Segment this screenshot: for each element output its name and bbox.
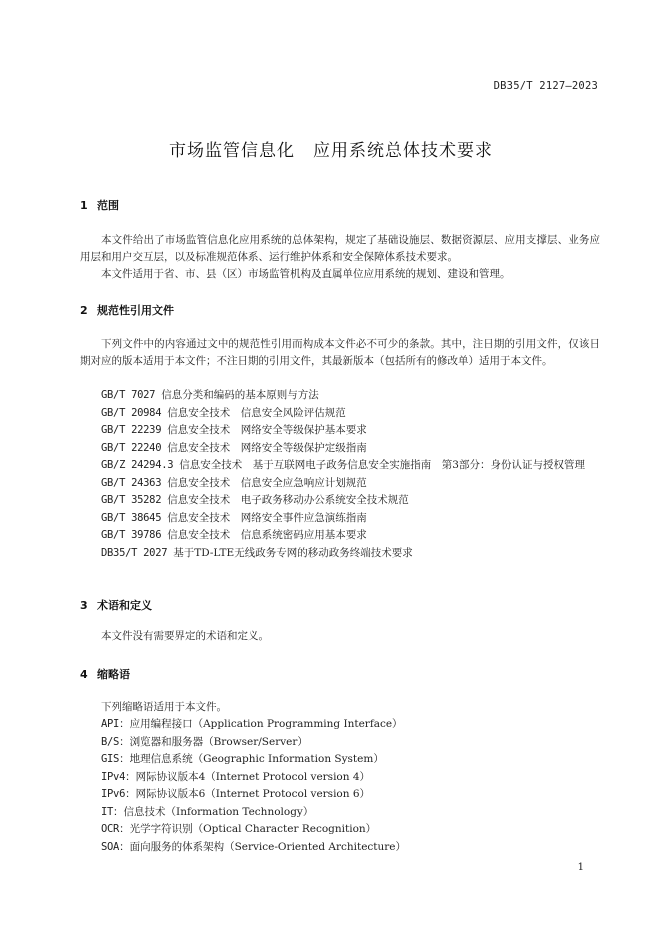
reference-item <box>101 387 601 405</box>
section-1-paragraph-1: 本文件给出了市场监管信息化应用系统的总体架构，规定了基础设施层、数据资源层、应用支撑层、业务应用层和用户交互层，以及标准规范体系、运行维护体系和安全保障体系技术要求。 <box>80 234 600 263</box>
abbreviation-code: SOA <box>101 840 120 853</box>
abbreviation-code: B/S <box>101 735 120 748</box>
abbreviation-code: GIS <box>101 753 120 765</box>
abbreviation-text: ：面向服务的体系架构（Service-Oriented Architecture） <box>119 840 407 853</box>
abbreviation-item <box>101 804 601 822</box>
page-title: 市场监管信息化 应用系统总体技术要求 <box>169 141 493 161</box>
abbreviation-text: ：光学字符识别（Optical Character Recognition） <box>119 823 377 835</box>
abbreviation-text: ：应用编程接口（Application Programming Interface） <box>119 718 403 730</box>
abbreviation-code: IPv6 <box>101 788 126 800</box>
section-number: 1 <box>80 199 88 212</box>
reference-code: GB/T 7027 <box>101 389 156 401</box>
abbreviation-code: API <box>101 718 120 730</box>
reference-code: GB/T 20984 <box>101 406 162 419</box>
section-1-heading <box>80 197 119 213</box>
section-number: 2 <box>80 304 88 317</box>
reference-code: DB35/T 2027 <box>101 546 168 559</box>
reference-item <box>101 475 601 493</box>
abbreviation-item <box>101 751 601 769</box>
section-3-heading <box>80 597 152 613</box>
reference-code: GB/Z 24294.3 <box>101 459 174 471</box>
reference-name: 信息安全技术 网络安全等级保护定级指南 <box>167 441 367 454</box>
reference-name: 信息安全技术 信息安全应急响应计划规范 <box>167 476 367 489</box>
reference-name: 信息安全技术 电子政务移动办公系统安全技术规范 <box>167 494 409 506</box>
reference-item <box>101 422 601 440</box>
section-title: 规范性引用文件 <box>97 304 174 317</box>
section-2-heading <box>80 302 174 318</box>
reference-code: GB/T 39786 <box>101 529 162 541</box>
abbreviation-code: IT <box>101 805 114 818</box>
reference-code: GB/T 24363 <box>101 476 162 489</box>
abbreviation-list <box>101 716 601 856</box>
section-4-heading <box>80 666 130 682</box>
abbreviation-text: ：网际协议版本4（Internet Protocol version 4） <box>125 770 371 783</box>
section-number: 4 <box>80 668 88 681</box>
section-1-paragraph-2: 本文件适用于省、市、县（区）市场监管机构及直属单位应用系统的规划、建设和管理。 <box>101 268 511 280</box>
reference-item <box>101 405 601 423</box>
section-3-text: 本文件没有需要界定的术语和定义。 <box>101 630 269 642</box>
abbreviation-code: OCR <box>101 823 120 835</box>
reference-code: GB/T 22239 <box>101 424 162 436</box>
reference-item <box>101 545 601 563</box>
abbreviation-code: IPv4 <box>101 770 126 783</box>
abbreviation-item <box>101 839 601 857</box>
reference-item <box>101 440 601 458</box>
reference-name: 信息安全技术 网络安全等级保护基本要求 <box>167 424 367 436</box>
abbreviation-text: ：网际协议版本6（Internet Protocol version 6） <box>125 788 371 800</box>
abbreviation-text: ：信息技术（Information Technology） <box>113 805 314 818</box>
section-title: 缩略语 <box>97 668 130 681</box>
abbreviation-text: ：地理信息系统（Geographic Information System） <box>119 753 384 765</box>
abbreviation-item <box>101 734 601 752</box>
section-title: 范围 <box>97 199 119 212</box>
section-4-intro: 下列缩略语适用于本文件。 <box>101 701 227 713</box>
reference-name: 信息安全技术 信息系统密码应用基本要求 <box>167 529 367 541</box>
abbreviation-item <box>101 786 601 804</box>
reference-item <box>101 527 601 545</box>
abbreviation-item <box>101 769 601 787</box>
reference-name: 信息安全技术 网络安全事件应急演练指南 <box>167 511 367 524</box>
reference-item <box>101 510 601 528</box>
reference-name: 基于TD-LTE无线政务专网的移动政务终端技术要求 <box>173 546 413 559</box>
section-2-intro: 下列文件中的内容通过文中的规范性引用而构成本文件必不可少的条款。其中，注日期的引用文件，仅该日期对应的版本适用于本文件；不注日期的引用文件，其最新版本（包括所有的修改单）适用于本文件。 <box>80 338 600 367</box>
reference-item <box>101 492 601 510</box>
reference-name: 信息安全技术 信息安全风险评估规范 <box>167 406 346 419</box>
reference-name: 信息安全技术 基于互联网电子政务信息安全实施指南 第3部分：身份认证与授权管理 <box>179 459 585 471</box>
reference-list <box>101 387 601 562</box>
reference-code: GB/T 22240 <box>101 441 162 454</box>
abbreviation-item <box>101 716 601 734</box>
reference-code: GB/T 38645 <box>101 511 162 524</box>
section-number: 3 <box>80 599 88 612</box>
section-title: 术语和定义 <box>97 599 152 612</box>
reference-code: GB/T 35282 <box>101 494 162 506</box>
reference-name: 信息分类和编码的基本原则与方法 <box>161 389 319 401</box>
abbreviation-item <box>101 821 601 839</box>
document-number: DB35/T 2127—2023 <box>493 80 598 92</box>
abbreviation-text: ：浏览器和服务器（Browser/Server） <box>119 735 308 748</box>
reference-item <box>80 457 601 475</box>
page-number: 1 <box>577 862 584 873</box>
